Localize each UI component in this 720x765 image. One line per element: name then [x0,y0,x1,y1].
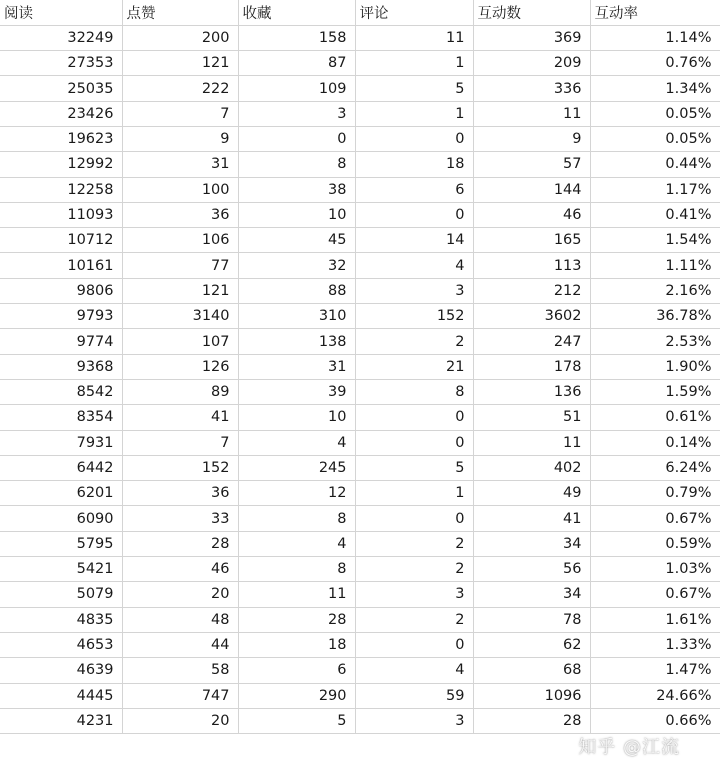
column-likes-cell: 107 [122,329,238,354]
column-favorites-cell: 88 [238,278,355,303]
column-interaction-rate-cell: 1.47% [590,658,720,683]
column-comments-cell: 0 [355,430,473,455]
column-favorites-cell: 11 [238,582,355,607]
column-favorites-cell: 8 [238,506,355,531]
column-likes-cell: 48 [122,607,238,632]
column-comments-cell: 14 [355,228,473,253]
column-comments-cell: 11 [355,25,473,50]
column-reads-cell: 12992 [0,152,122,177]
column-likes-cell: 89 [122,379,238,404]
column-likes-cell: 9 [122,126,238,151]
column-comments-cell: 1 [355,481,473,506]
column-interactions-cell: 402 [473,455,590,480]
column-reads-cell: 4835 [0,607,122,632]
column-likes-cell: 3140 [122,304,238,329]
table-row [0,557,720,582]
column-interaction-rate-cell: 1.90% [590,354,720,379]
column-comments-cell: 4 [355,658,473,683]
table-row [0,354,720,379]
column-interactions-cell: 369 [473,25,590,50]
column-comments-cell: 3 [355,708,473,733]
table-row [0,126,720,151]
table-row [0,531,720,556]
column-interaction-rate-cell: 1.11% [590,253,720,278]
table-row [0,582,720,607]
column-reads-cell: 9368 [0,354,122,379]
column-interaction-rate-cell: 0.05% [590,101,720,126]
column-interaction-rate-cell: 0.44% [590,152,720,177]
column-interactions-cell: 28 [473,708,590,733]
column-likes-cell: 222 [122,76,238,101]
column-likes-cell: 126 [122,354,238,379]
column-interactions-cell: 78 [473,607,590,632]
column-comments-cell: 8 [355,379,473,404]
column-likes-cell: 20 [122,582,238,607]
column-comments-cell: 0 [355,506,473,531]
column-favorites-header: 收藏 [238,0,355,25]
column-interactions-cell: 165 [473,228,590,253]
column-reads-cell: 11093 [0,202,122,227]
column-reads-cell: 8354 [0,405,122,430]
column-interactions-cell: 46 [473,202,590,227]
column-interactions-cell: 212 [473,278,590,303]
column-likes-cell: 46 [122,557,238,582]
column-likes-cell: 33 [122,506,238,531]
column-favorites-cell: 32 [238,253,355,278]
column-likes-header: 点赞 [122,0,238,25]
column-interaction-rate-cell: 36.78% [590,304,720,329]
column-favorites-cell: 31 [238,354,355,379]
table-row [0,329,720,354]
column-likes-cell: 36 [122,481,238,506]
column-interaction-rate-cell: 0.67% [590,582,720,607]
table-row [0,76,720,101]
column-reads-cell: 5795 [0,531,122,556]
column-interactions-cell: 34 [473,531,590,556]
column-likes-cell: 36 [122,202,238,227]
column-interactions-cell: 62 [473,632,590,657]
column-interactions-cell: 136 [473,379,590,404]
column-likes-cell: 747 [122,683,238,708]
column-reads-cell: 27353 [0,51,122,76]
column-interactions-cell: 11 [473,101,590,126]
column-comments-cell: 0 [355,126,473,151]
column-comments-cell: 18 [355,152,473,177]
column-comments-cell: 5 [355,455,473,480]
column-reads-cell: 12258 [0,177,122,202]
column-interaction-rate-cell: 1.17% [590,177,720,202]
column-comments-cell: 152 [355,304,473,329]
column-interaction-rate-cell: 24.66% [590,683,720,708]
column-comments-cell: 3 [355,582,473,607]
table-row [0,632,720,657]
column-comments-cell: 5 [355,76,473,101]
column-favorites-cell: 8 [238,557,355,582]
column-reads-cell: 10161 [0,253,122,278]
column-comments-cell: 21 [355,354,473,379]
column-interactions-cell: 9 [473,126,590,151]
column-comments-cell: 0 [355,202,473,227]
table-row [0,506,720,531]
column-favorites-cell: 0 [238,126,355,151]
column-likes-cell: 200 [122,25,238,50]
column-favorites-cell: 39 [238,379,355,404]
column-interactions-cell: 57 [473,152,590,177]
column-reads-cell: 6090 [0,506,122,531]
column-interaction-rate-header: 互动率 [590,0,720,25]
table-row [0,101,720,126]
column-interaction-rate-cell: 0.61% [590,405,720,430]
column-interaction-rate-cell: 2.53% [590,329,720,354]
table-row [0,152,720,177]
column-comments-cell: 0 [355,632,473,657]
column-interactions-cell: 336 [473,76,590,101]
column-favorites-cell: 5 [238,708,355,733]
column-favorites-cell: 18 [238,632,355,657]
column-interactions-cell: 51 [473,405,590,430]
column-interaction-rate-cell: 2.16% [590,278,720,303]
column-interaction-rate-cell: 1.59% [590,379,720,404]
column-comments-cell: 59 [355,683,473,708]
column-comments-header: 评论 [355,0,473,25]
column-interactions-cell: 11 [473,430,590,455]
column-interactions-cell: 1096 [473,683,590,708]
column-interaction-rate-cell: 0.14% [590,430,720,455]
column-reads-header: 阅读 [0,0,122,25]
column-interactions-cell: 144 [473,177,590,202]
table-row [0,253,720,278]
column-favorites-cell: 290 [238,683,355,708]
column-favorites-cell: 28 [238,607,355,632]
column-interaction-rate-cell: 1.14% [590,25,720,50]
column-favorites-cell: 10 [238,202,355,227]
column-comments-cell: 1 [355,51,473,76]
column-likes-cell: 152 [122,455,238,480]
column-favorites-cell: 4 [238,430,355,455]
column-comments-cell: 6 [355,177,473,202]
column-interaction-rate-cell: 0.67% [590,506,720,531]
table-row [0,51,720,76]
table-row [0,278,720,303]
column-interaction-rate-cell: 1.03% [590,557,720,582]
column-comments-cell: 2 [355,557,473,582]
column-comments-cell: 2 [355,531,473,556]
column-comments-cell: 2 [355,329,473,354]
column-likes-cell: 121 [122,51,238,76]
column-reads-cell: 6201 [0,481,122,506]
column-interaction-rate-cell: 1.61% [590,607,720,632]
column-reads-cell: 6442 [0,455,122,480]
column-interaction-rate-cell: 0.66% [590,708,720,733]
table-row [0,228,720,253]
column-favorites-cell: 12 [238,481,355,506]
column-interactions-cell: 34 [473,582,590,607]
column-favorites-cell: 10 [238,405,355,430]
column-reads-cell: 5421 [0,557,122,582]
column-reads-cell: 4445 [0,683,122,708]
column-reads-cell: 32249 [0,25,122,50]
column-likes-cell: 58 [122,658,238,683]
column-likes-cell: 77 [122,253,238,278]
column-likes-cell: 28 [122,531,238,556]
column-interaction-rate-cell: 0.41% [590,202,720,227]
column-likes-cell: 31 [122,152,238,177]
column-reads-cell: 23426 [0,101,122,126]
table-row [0,25,720,50]
column-reads-cell: 25035 [0,76,122,101]
column-reads-cell: 9774 [0,329,122,354]
table-row [0,607,720,632]
column-comments-cell: 2 [355,607,473,632]
column-interactions-cell: 3602 [473,304,590,329]
table-header [0,0,720,25]
column-interaction-rate-cell: 0.76% [590,51,720,76]
column-interactions-cell: 56 [473,557,590,582]
column-reads-cell: 19623 [0,126,122,151]
column-interaction-rate-cell: 1.34% [590,76,720,101]
column-reads-cell: 5079 [0,582,122,607]
column-favorites-cell: 310 [238,304,355,329]
column-likes-cell: 100 [122,177,238,202]
column-likes-cell: 41 [122,405,238,430]
column-favorites-cell: 8 [238,152,355,177]
column-interactions-cell: 41 [473,506,590,531]
column-favorites-cell: 138 [238,329,355,354]
column-likes-cell: 44 [122,632,238,657]
column-favorites-cell: 6 [238,658,355,683]
table-row [0,177,720,202]
table-body [0,25,720,733]
column-interactions-cell: 247 [473,329,590,354]
table-row [0,405,720,430]
column-interactions-cell: 209 [473,51,590,76]
column-likes-cell: 121 [122,278,238,303]
table-row [0,708,720,733]
column-likes-cell: 7 [122,430,238,455]
column-comments-cell: 4 [355,253,473,278]
header-row [0,0,720,25]
column-interaction-rate-cell: 1.33% [590,632,720,657]
table-row [0,304,720,329]
column-interactions-cell: 113 [473,253,590,278]
column-likes-cell: 20 [122,708,238,733]
table-row [0,683,720,708]
column-favorites-cell: 245 [238,455,355,480]
table-row [0,658,720,683]
column-comments-cell: 0 [355,405,473,430]
column-favorites-cell: 38 [238,177,355,202]
column-interactions-cell: 178 [473,354,590,379]
column-interaction-rate-cell: 6.24% [590,455,720,480]
column-interaction-rate-cell: 0.79% [590,481,720,506]
column-interaction-rate-cell: 0.59% [590,531,720,556]
table-row [0,379,720,404]
column-interactions-cell: 49 [473,481,590,506]
column-likes-cell: 7 [122,101,238,126]
column-reads-cell: 4653 [0,632,122,657]
column-favorites-cell: 87 [238,51,355,76]
column-interactions-cell: 68 [473,658,590,683]
column-favorites-cell: 3 [238,101,355,126]
table-row [0,430,720,455]
column-favorites-cell: 158 [238,25,355,50]
column-reads-cell: 8542 [0,379,122,404]
column-favorites-cell: 4 [238,531,355,556]
column-reads-cell: 9793 [0,304,122,329]
column-favorites-cell: 109 [238,76,355,101]
table-row [0,481,720,506]
column-reads-cell: 7931 [0,430,122,455]
table-row [0,455,720,480]
column-interactions-header: 互动数 [473,0,590,25]
column-reads-cell: 9806 [0,278,122,303]
column-comments-cell: 3 [355,278,473,303]
column-favorites-cell: 45 [238,228,355,253]
column-reads-cell: 4639 [0,658,122,683]
column-likes-cell: 106 [122,228,238,253]
column-reads-cell: 10712 [0,228,122,253]
column-reads-cell: 4231 [0,708,122,733]
column-comments-cell: 1 [355,101,473,126]
column-interaction-rate-cell: 0.05% [590,126,720,151]
table-row [0,202,720,227]
watermark: 知乎 @江流 [578,737,680,758]
column-interaction-rate-cell: 1.54% [590,228,720,253]
